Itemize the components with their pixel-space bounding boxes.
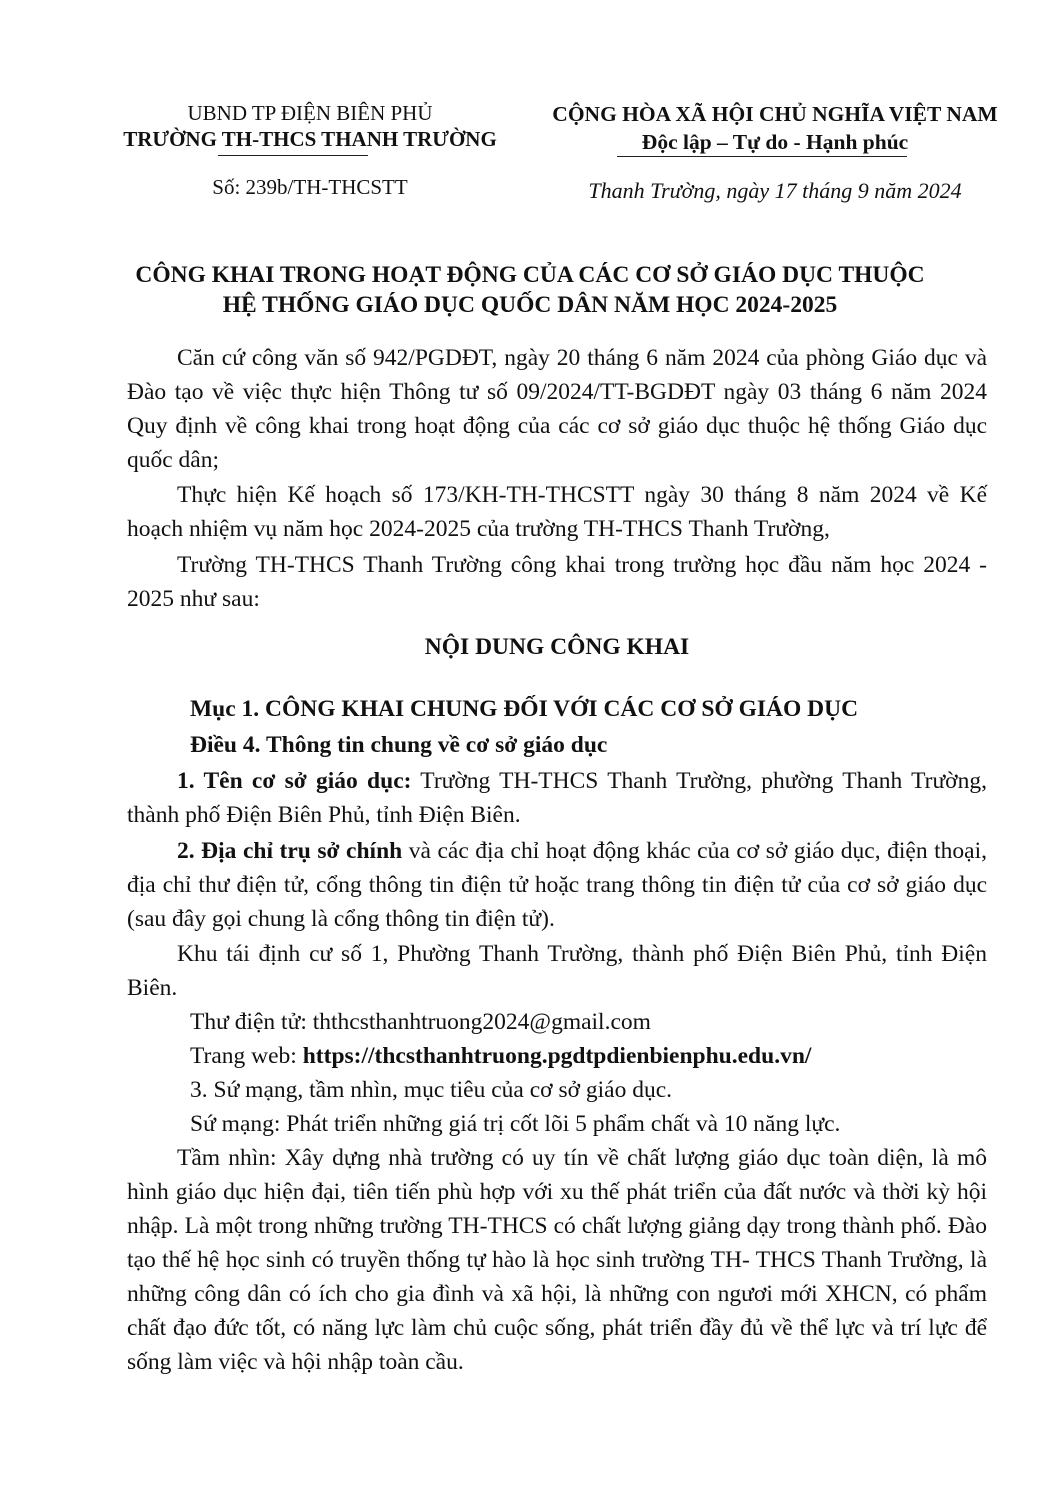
paragraph-plan: Thực hiện Kế hoạch số 173/KH-TH-THCSTT ngày 30 tháng 8 năm 2024 về Kế hoạch nhiệm vụ năm học 2024-2025 của trường TH-THCS Thanh Trường, [127,482,987,542]
title-line2: HỆ THỐNG GIÁO DỤC QUỐC DÂN NĂM HỌC 2024-2025 [222,292,838,318]
org-line1: UBND TP ĐIỆN BIÊN PHỦ [187,101,433,125]
title-line1: CÔNG KHAI TRONG HOẠT ĐỘNG CỦA CÁC CƠ SỞ GIÁO DỤC THUỘC [135,262,925,288]
section-title: NỘI DUNG CÔNG KHAI [424,634,690,660]
web-line [190,1039,990,1073]
item1-label: 1. Tên cơ sở giáo dục: [177,768,412,794]
place-date: Thanh Trường, ngày 17 tháng 9 năm 2024 [588,178,962,203]
org-underline [218,155,368,156]
item2-text: và các địa chỉ hoạt động khác của cơ sở giáo dục, điện thoại, địa chỉ thư điện tử, cổng thông tin điện tử hoặc trang thông tin điện tử của cơ sở giáo dục (sau đây gọi chung là cổng thông tin điện tử). [127,838,987,932]
nation-line1: CỘNG HÒA XÃ HỘI CHỦ NGHĨA VIỆT NAM [552,102,998,126]
item2-paragraph [127,834,987,936]
mission-line: Sứ mạng: Phát triển những giá trị cốt lõi 5 phẩm chất và 10 năng lực. [190,1111,841,1137]
doc-number: Số: 239b/TH-THCSTT [212,175,408,199]
item3-heading: 3. Sứ mạng, tầm nhìn, mục tiêu của cơ sở giáo dục. [190,1077,673,1103]
item1-paragraph [127,764,987,832]
email-line [190,1005,990,1039]
paragraph-basis: Căn cứ công văn số 942/PGDĐT, ngày 20 tháng 6 năm 2024 của phòng Giáo dục và Đào tạo về việc thực hiện Thông tư số 09/2024/TT-BGDĐT ngày 03 tháng 6 năm 2024 Quy định về công khai trong hoạt động của các cơ sở giáo dục thuộc hệ thống Giáo dục quốc dân; [127,345,987,473]
item1-text: Trường TH-THCS Thanh Trường, phường Thanh Trường, thành phố Điện Biên Phủ, tỉnh Điện Biên. [127,768,987,828]
nation-underline [617,156,907,157]
dieu4-heading: Điều 4. Thông tin chung về cơ sở giáo dục [190,732,608,758]
email-value: ththcsthanhtruong2024@gmail.com [312,1009,651,1035]
muc1-heading: Mục 1. CÔNG KHAI CHUNG ĐỐI VỚI CÁC CƠ SỞ GIÁO DỤC [190,696,859,722]
org-line2: TRƯỜNG TH-THCS THANH TRƯỜNG [123,127,497,151]
paragraph-announce: Trường TH-THCS Thanh Trường công khai trong trường học đầu năm học 2024 - 2025 như sau: [127,552,987,612]
email-label: Thư điện tử: [190,1009,313,1035]
header-right [525,100,1025,156]
nation-line2: Độc lập – Tự do - Hạnh phúc [641,130,909,154]
web-link[interactable]: https://thcsthanhtruong.pgdtpdienbienphu.edu.vn/ [302,1043,812,1069]
web-label: Trang web: [190,1043,303,1069]
vision-paragraph: Tầm nhìn: Xây dựng nhà trường có uy tín về chất lượng giáo dục toàn diện, là mô hình giáo dục hiện đại, tiên tiến phù hợp với xu thế phát triển của đất nước và thời kỳ hội nhập. Là một trong những trường TH-THCS có chất lượng giảng dạy trong thành phố. Đào tạo thế hệ học sinh có truyền thống tự hào là học sinh trường TH- THCS Thanh Trường, là những công dân có ích cho gia đình và xã hội, là những con ngươi mới XHCN, có phẩm chất đạo đức tốt, có năng lực làm chủ cuộc sống, phát triển đầy đủ về thể lực và trí lực để sống làm việc và hội nhập toàn cầu. [127,1145,987,1375]
address-paragraph: Khu tái định cư số 1, Phường Thanh Trường, thành phố Điện Biên Phủ, tỉnh Điện Biên. [127,941,987,1001]
header-left [110,100,510,152]
document-title [80,260,980,320]
item2-label: 2. Địa chỉ trụ sở chính [177,838,403,864]
